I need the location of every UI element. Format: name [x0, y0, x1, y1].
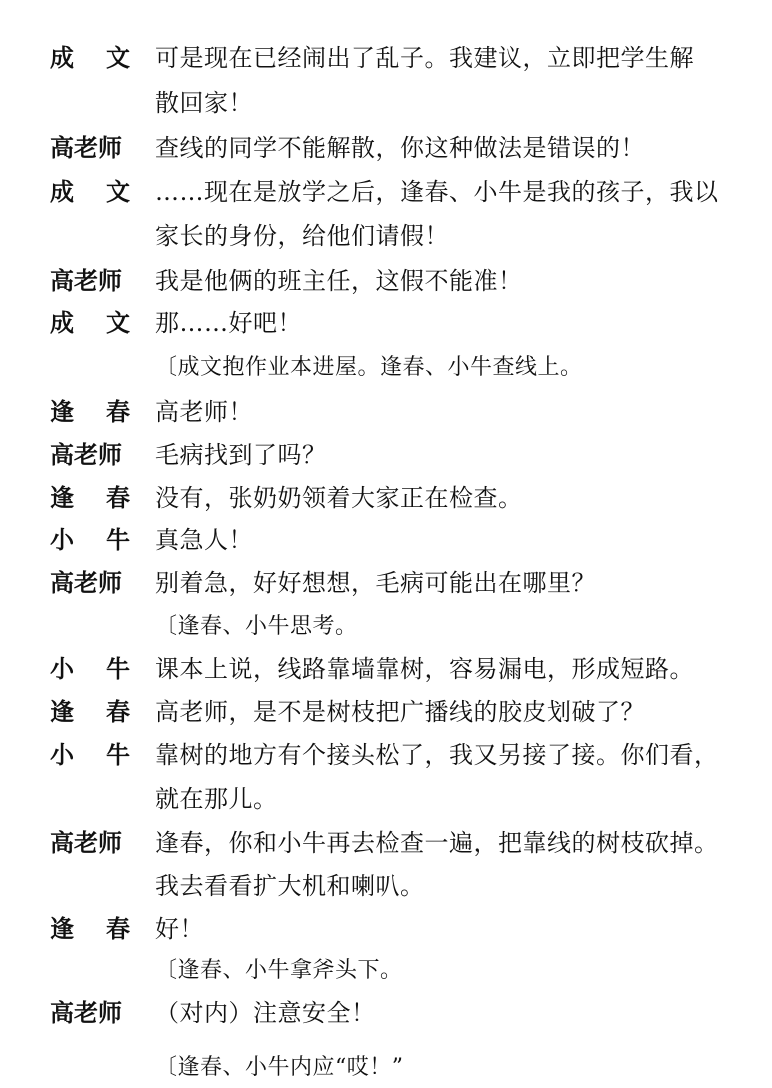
script-line	[0, 866, 772, 906]
script-line	[0, 823, 772, 863]
dialogue-text: 毛病找到了吗？	[155, 441, 327, 469]
script-line	[0, 692, 772, 732]
speaker-name: 小 牛	[50, 654, 130, 683]
dialogue-text: 高老师，是不是树枝把广播线的胶皮划破了？	[155, 698, 645, 726]
speaker-name: 成 文	[50, 177, 130, 206]
script-line	[0, 951, 772, 991]
speaker-name: 小 牛	[50, 740, 130, 769]
dialogue-text: 我是他俩的班主任，这假不能准！	[155, 267, 523, 295]
dialogue-text: 课本上说，线路靠墙靠树，容易漏电，形成短路。	[155, 655, 694, 683]
speaker-name: 逢 春	[50, 697, 130, 726]
script-line	[0, 735, 772, 775]
dialogue-text: 高老师！	[155, 398, 253, 426]
speaker-name: 高老师	[50, 440, 122, 469]
script-line	[0, 607, 772, 647]
script-line	[0, 261, 772, 301]
speaker-name: 逢 春	[50, 483, 130, 512]
dialogue-text: 那……好吧！	[155, 309, 302, 337]
script-line	[0, 303, 772, 343]
dialogue-text: 别着急，好好想想，毛病可能出在哪里？	[155, 569, 596, 597]
dialogue-text: 好！	[155, 915, 204, 943]
speaker-name: 成 文	[50, 43, 130, 72]
script-line	[0, 563, 772, 603]
dialogue-text: 查线的同学不能解散，你这种做法是错误的！	[155, 134, 645, 162]
stage-direction: 〔逢春、小牛内应“哎！”	[155, 1055, 404, 1080]
dialogue-text: 可是现在已经闹出了乱子。我建议，立即把学生解	[155, 44, 694, 72]
stage-direction: 〔逢春、小牛拿斧头下。	[155, 958, 403, 983]
speaker-name: 成 文	[50, 308, 130, 337]
script-line	[0, 435, 772, 475]
speaker-name: 高老师	[50, 266, 122, 295]
dialogue-text: 就在那儿。	[155, 785, 278, 813]
script-line	[0, 83, 772, 123]
script-line	[0, 993, 772, 1033]
script-line	[0, 520, 772, 560]
script-line	[0, 172, 772, 212]
dialogue-text: 散回家！	[155, 89, 253, 117]
dialogue-text: 家长的身份，给他们请假！	[155, 222, 449, 250]
script-line	[0, 909, 772, 949]
dialogue-text: （对内）注意安全！	[155, 999, 376, 1027]
script-line	[0, 128, 772, 168]
speaker-name: 小 牛	[50, 525, 130, 554]
script-line	[0, 779, 772, 819]
speaker-name: 逢 春	[50, 914, 130, 943]
script-line	[0, 216, 772, 256]
stage-direction: 〔成文抱作业本进屋。逢春、小牛查线上。	[155, 355, 583, 380]
speaker-name: 逢 春	[50, 397, 130, 426]
dialogue-text: 真急人！	[155, 526, 253, 554]
dialogue-text: 靠树的地方有个接头松了，我又另接了接。你们看，	[155, 741, 719, 769]
speaker-name: 高老师	[50, 133, 122, 162]
dialogue-text: 没有，张奶奶领着大家正在检查。	[155, 484, 523, 512]
speaker-name: 高老师	[50, 828, 122, 857]
script-line	[0, 348, 772, 388]
script-line	[0, 38, 772, 78]
speaker-name: 高老师	[50, 568, 122, 597]
stage-direction: 〔逢春、小牛思考。	[155, 614, 358, 639]
dialogue-text: ……现在是放学之后，逢春、小牛是我的孩子，我以	[155, 178, 719, 206]
script-line	[0, 649, 772, 689]
script-line	[0, 478, 772, 518]
dialogue-text: 逢春，你和小牛再去检查一遍，把靠线的树枝砍掉。	[155, 829, 719, 857]
script-line	[0, 1048, 772, 1080]
script-line	[0, 392, 772, 432]
dialogue-text: 我去看看扩大机和喇叭。	[155, 872, 425, 900]
speaker-name: 高老师	[50, 998, 122, 1027]
